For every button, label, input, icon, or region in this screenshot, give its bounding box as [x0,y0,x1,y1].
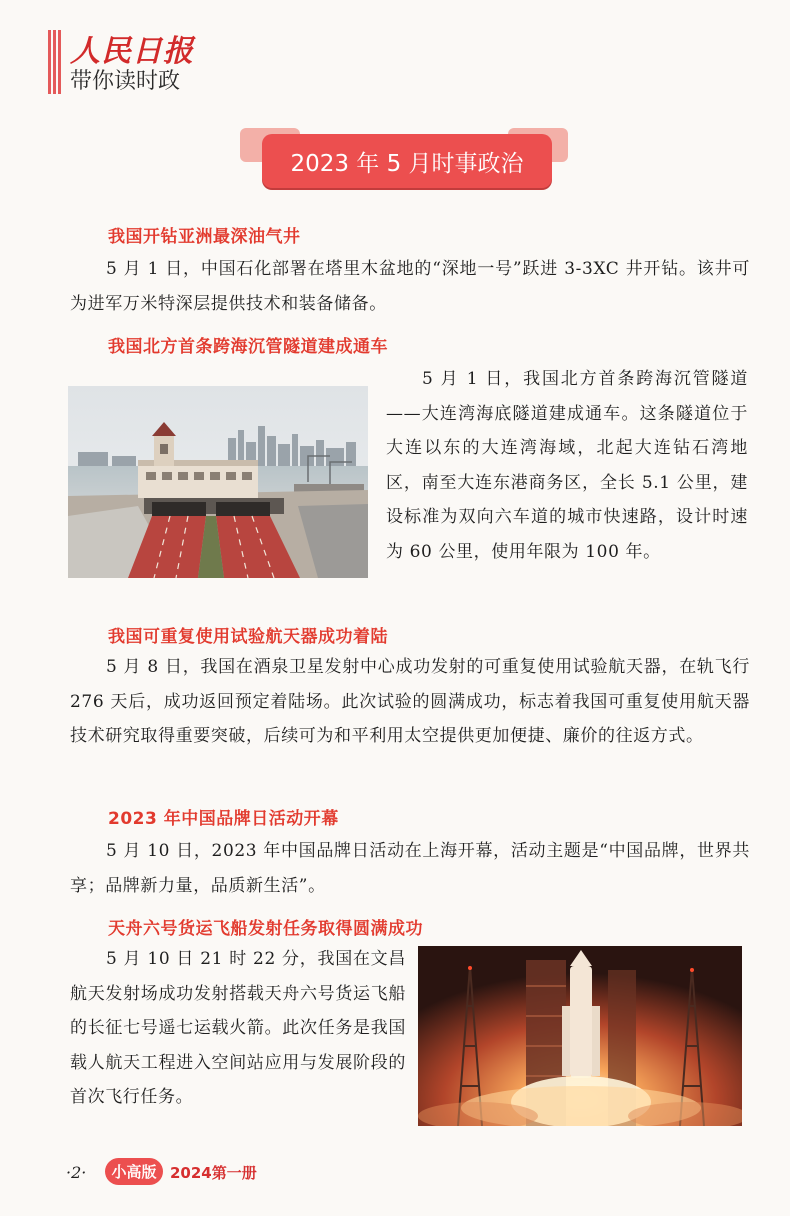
tunnel-photo-image [68,386,368,578]
section-body-brand-day: 5 月 10 日，2023 年中国品牌日活动在上海开幕，活动主题是“中国品牌，世界共享；品牌新力量，品质新生活”。 [70,841,750,896]
rocket-launch-image [418,946,742,1126]
column-subtitle: 带你读时政 [70,69,181,94]
section-heading-brand-day: 2023 年中国品牌日活动开幕 [108,809,339,829]
page-title: 2023 年 5 月时事政治 [262,134,552,188]
section-body-oil-well: 5 月 1 日，中国石化部署在塔里木盆地的“深地一号”跃进 3-3XC 井开钻。该井可为进军万米特深层提供技术和装备储备。 [70,259,750,314]
section-heading-tianzhou: 天舟六号货运飞船发射任务取得圆满成功 [108,919,423,939]
issue-label: 2024第一册 [170,1164,257,1182]
brand-logo: 人民日报 [70,34,194,69]
section-body-tunnel: 5 月 1 日，我国北方首条跨海沉管隧道——大连湾海底隧道建成通车。这条隧道位于大连以东的大连湾海域，北起大连钻石湾地区，南至大连东港商务区，全长 5.1 公里，建设标准为双向六车道的城市快速路，设计时速为 60 公里，使用年限为 100 年。 [386,369,748,562]
edition-badge: 小高版 [105,1158,163,1185]
page-number: ·2· [66,1163,87,1182]
section-body-spacecraft: 5 月 8 日，我国在酒泉卫星发射中心成功发射的可重复使用试验航天器，在轨飞行 276 天后，成功返回预定着陆场。此次试验的圆满成功，标志着我国可重复使用航天器技术研究取得重要突破，后续可为和平利用太空提供更加便捷、廉价的往返方式。 [70,657,750,746]
section-heading-spacecraft: 我国可重复使用试验航天器成功着陆 [108,627,388,647]
tunnel-photo [68,386,368,578]
section-heading-tunnel: 我国北方首条跨海沉管隧道建成通车 [108,337,388,357]
section-heading-oil-well: 我国开钻亚洲最深油气井 [108,227,301,247]
section-body-tianzhou: 5 月 10 日 21 时 22 分，我国在文昌航天发射场成功发射搭载天舟六号货运飞船的长征七号遥七运载火箭。此次任务是我国载人航天工程进入空间站应用与发展阶段的首次飞行任务。 [70,949,406,1107]
rocket-launch-photo [418,946,742,1126]
header-stripe-decoration [48,30,61,94]
